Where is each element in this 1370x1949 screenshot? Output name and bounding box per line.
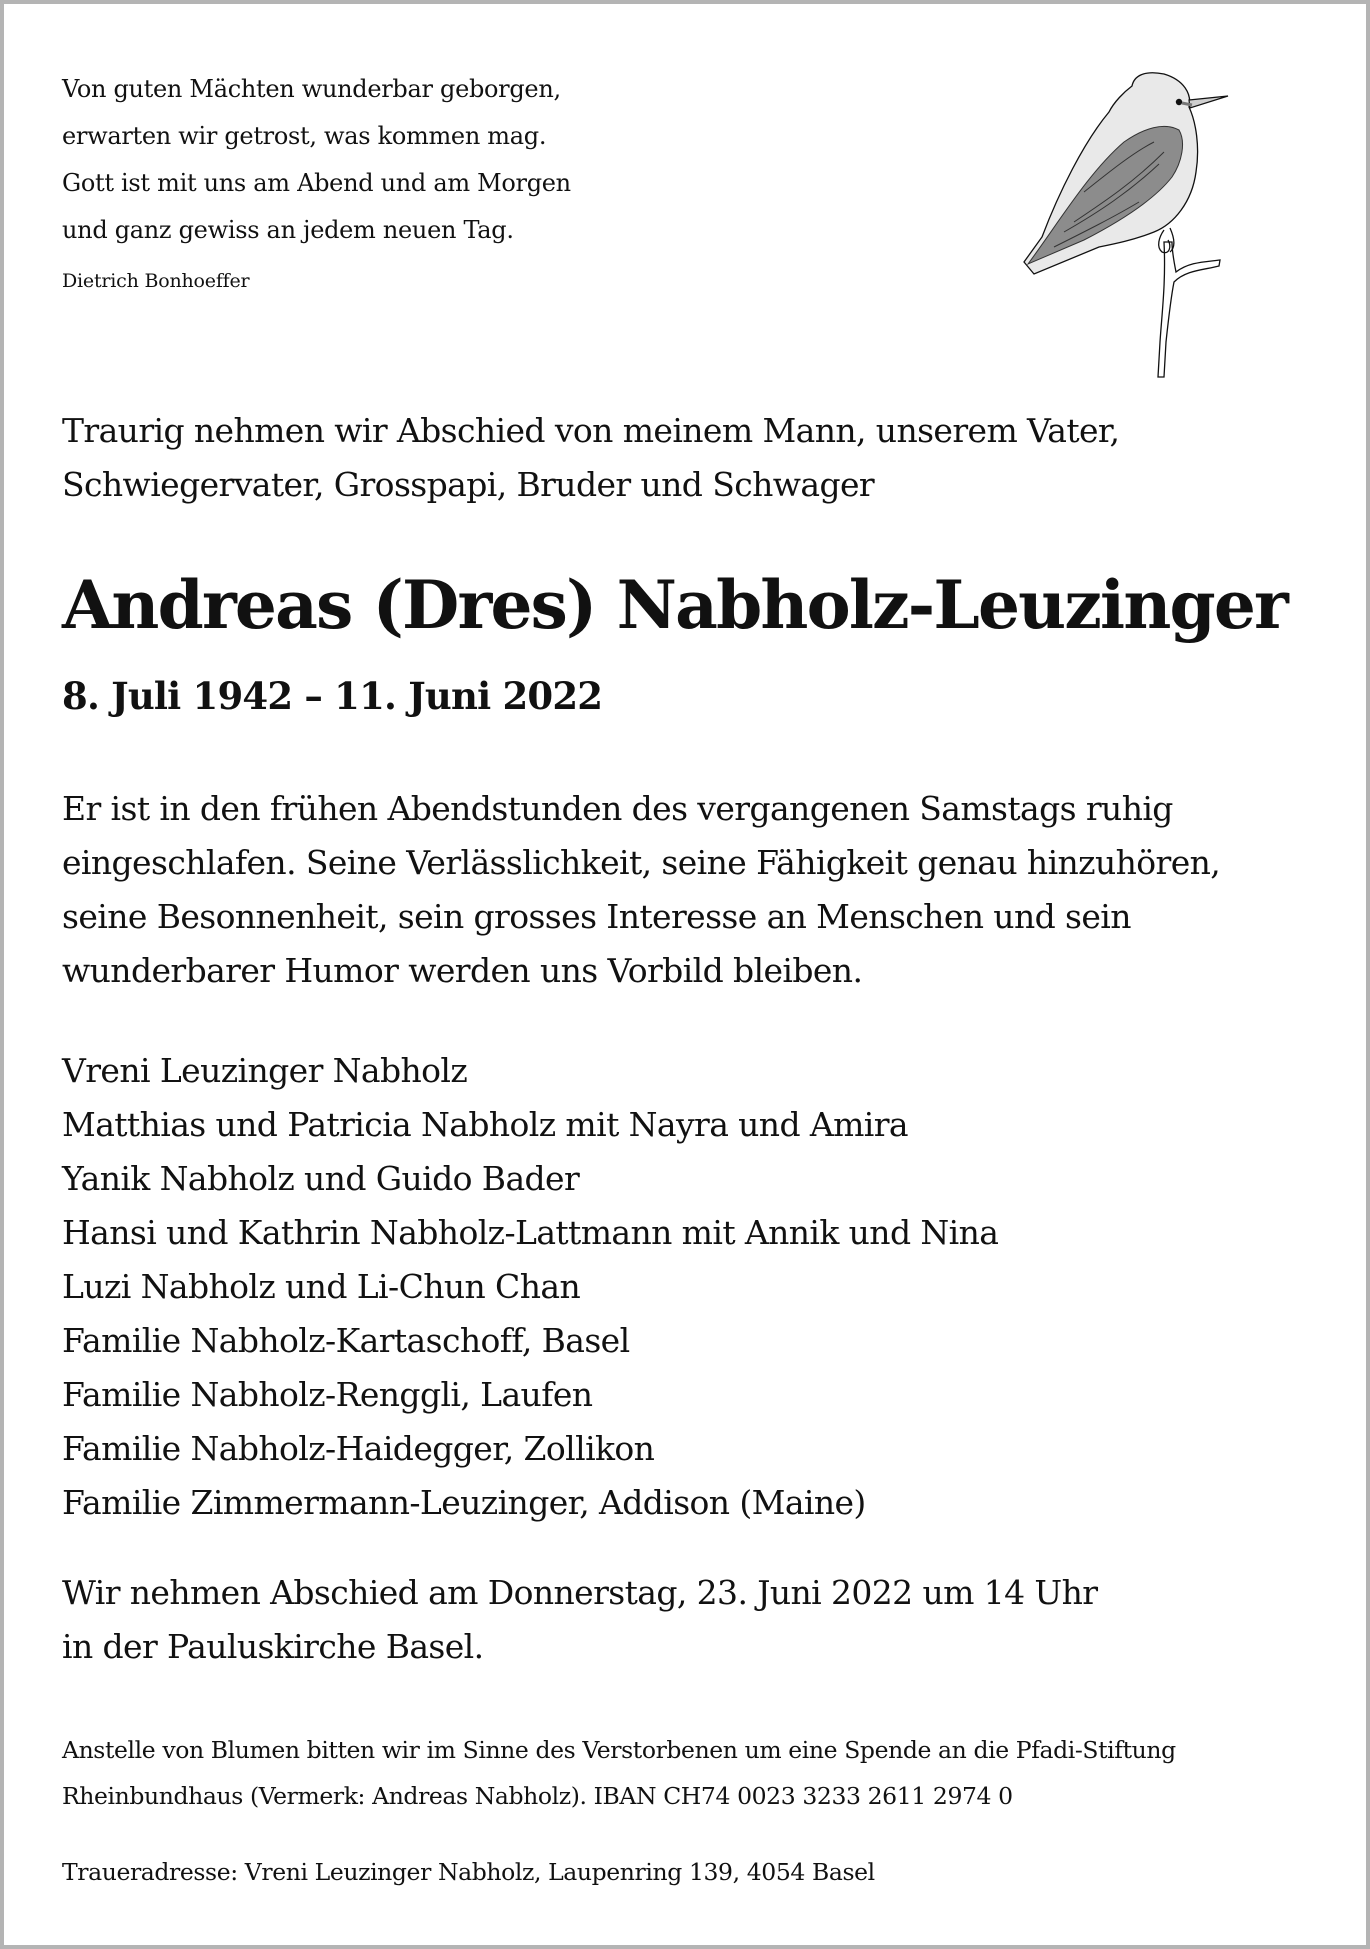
mourner: Familie Zimmermann-Leuzinger, Addison (Maine) xyxy=(62,1483,866,1522)
intro-line: Schwiegervater, Grosspapi, Bruder und Schwager xyxy=(62,465,875,504)
poem-line: Gott ist mit uns am Abend und am Morgen xyxy=(62,169,571,197)
deceased-name: Andreas (Dres) Nabholz-Leuzinger xyxy=(62,566,1288,644)
service-line: in der Pauluskirche Basel. xyxy=(62,1627,484,1666)
bird-eye xyxy=(1176,99,1182,105)
bird-on-branch-icon xyxy=(1014,52,1294,387)
mourners-list xyxy=(62,1044,998,1530)
tribute-text xyxy=(62,782,1220,998)
mourning-address: Traueradresse: Vreni Leuzinger Nabholz, Laupenring 139, 4054 Basel xyxy=(62,1858,875,1886)
tribute-line: Er ist in den frühen Abendstunden des vergangenen Samstags ruhig xyxy=(62,789,1173,828)
intro-line: Traurig nehmen wir Abschied von meinem Mann, unserem Vater, xyxy=(62,411,1120,450)
mourner: Vreni Leuzinger Nabholz xyxy=(62,1051,468,1090)
mourner: Familie Nabholz-Haidegger, Zollikon xyxy=(62,1429,655,1468)
mourner: Yanik Nabholz und Guido Bader xyxy=(62,1159,580,1198)
donation-line: Anstelle von Blumen bitten wir im Sinne des Verstorbenen um eine Spende an die Pfadi-Stiftung xyxy=(62,1736,1176,1764)
intro-text xyxy=(62,404,1119,512)
life-dates: 8. Juli 1942 – 11. Juni 2022 xyxy=(62,674,603,718)
branch xyxy=(1158,242,1220,377)
poem xyxy=(62,66,571,254)
poem-author: Dietrich Bonhoeffer xyxy=(62,270,250,292)
service-info xyxy=(62,1566,1097,1674)
mourner: Matthias und Patricia Nabholz mit Nayra und Amira xyxy=(62,1105,909,1144)
mourner: Familie Nabholz-Kartaschoff, Basel xyxy=(62,1321,630,1360)
service-line: Wir nehmen Abschied am Donnerstag, 23. Juni 2022 um 14 Uhr xyxy=(62,1573,1098,1612)
mourner: Familie Nabholz-Renggli, Laufen xyxy=(62,1375,593,1414)
poem-line: Von guten Mächten wunderbar geborgen, xyxy=(62,75,561,103)
mourner: Hansi und Kathrin Nabholz-Lattmann mit Annik und Nina xyxy=(62,1213,999,1252)
tribute-line: wunderbarer Humor werden uns Vorbild bleiben. xyxy=(62,951,863,990)
donation-line: Rheinbundhaus (Vermerk: Andreas Nabholz). IBAN CH74 0023 3233 2611 2974 0 xyxy=(62,1782,1013,1810)
donation-info xyxy=(62,1727,1176,1819)
mourner: Luzi Nabholz und Li-Chun Chan xyxy=(62,1267,581,1306)
bird-beak xyxy=(1189,96,1228,108)
tribute-line: seine Besonnenheit, sein grosses Interesse an Menschen und sein xyxy=(62,897,1131,936)
poem-line: erwarten wir getrost, was kommen mag. xyxy=(62,122,547,150)
tribute-line: eingeschlafen. Seine Verlässlichkeit, seine Fähigkeit genau hinzuhören, xyxy=(62,843,1221,882)
poem-line: und ganz gewiss an jedem neuen Tag. xyxy=(62,216,514,244)
